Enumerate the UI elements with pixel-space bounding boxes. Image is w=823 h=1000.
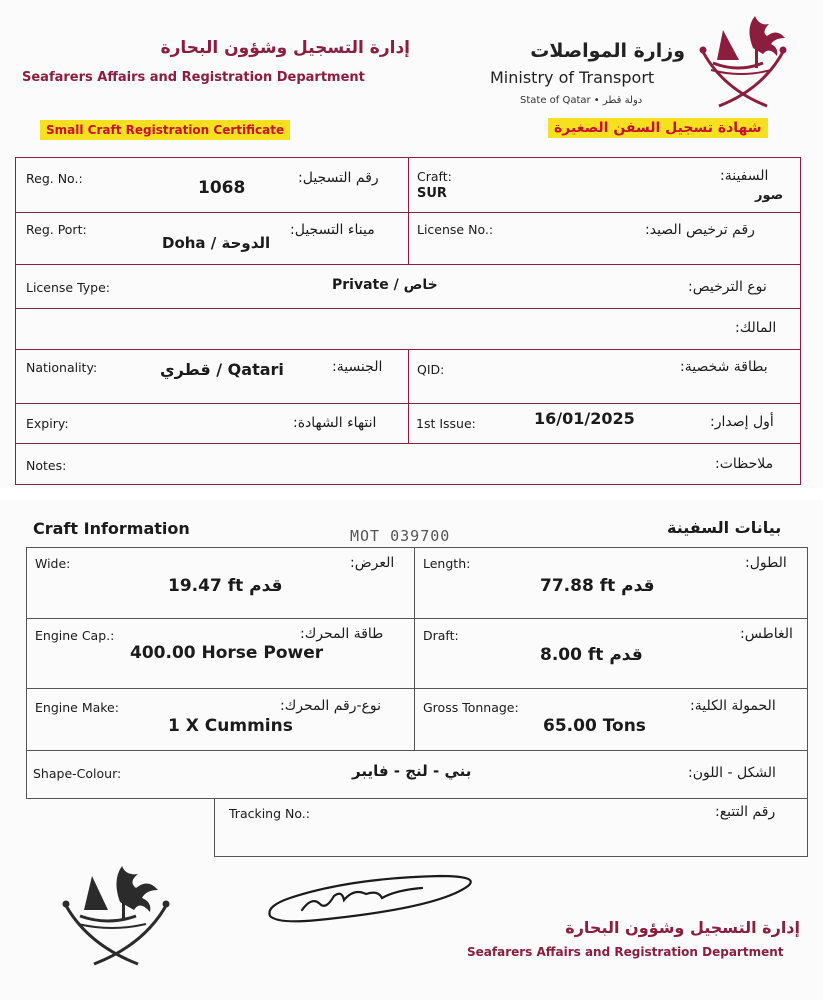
reg-no-value: 1068: [198, 178, 246, 198]
qatar-emblem-icon: [693, 8, 793, 108]
draft-value: 8.00 ft قدم: [540, 645, 643, 665]
certificate-title-en: Small Craft Registration Certificate: [40, 120, 290, 140]
engine-cap-label-ar: طاقة المحرك:: [300, 626, 384, 642]
reg-no-label-ar: رقم التسجيل:: [298, 170, 379, 186]
wide-value: 19.47 ft قدم: [168, 576, 283, 596]
craft-value-en: SUR: [417, 186, 447, 201]
gross-tonnage-value: 65.00 Tons: [543, 716, 646, 736]
license-type-label: License Type:: [26, 280, 111, 295]
gross-tonnage-label: Gross Tonnage:: [423, 700, 519, 715]
footer-dept-ar: إدارة التسجيل وشؤون البحارة: [565, 918, 800, 937]
wide-label: Wide:: [35, 556, 71, 571]
shape-colour-value: بني - لنج - فايبر: [352, 762, 472, 780]
length-label: Length:: [423, 556, 471, 571]
expiry-label: Expiry:: [26, 416, 69, 431]
first-issue-label-ar: أول إصدار:: [710, 414, 774, 430]
reg-no-label: Reg. No.:: [26, 171, 83, 186]
footer-dept-en: Seafarers Affairs and Registration Department: [467, 945, 784, 959]
expiry-label-ar: انتهاء الشهادة:: [293, 415, 377, 431]
qid-label: QID:: [417, 362, 445, 377]
reg-port-label: Reg. Port:: [26, 222, 87, 237]
license-type-label-ar: نوع الترخيص:: [688, 279, 767, 295]
draft-label: Draft:: [423, 628, 459, 643]
nationality-value: قطري / Qatari: [160, 360, 284, 379]
craft-info-card: [0, 500, 823, 1000]
length-value: 77.88 ft قدم: [540, 576, 655, 596]
gross-tonnage-label-ar: الحمولة الكلية:: [690, 698, 776, 714]
qatar-emblem-icon: [58, 858, 174, 970]
signature-icon: [262, 870, 482, 926]
qid-label-ar: بطاقة شخصية:: [680, 359, 768, 375]
shape-colour-label: Shape-Colour:: [33, 766, 122, 781]
state-label: State of Qatar • دولة قطر: [520, 95, 643, 106]
craft-info-title-ar: بيانات السفينة: [667, 518, 782, 537]
tracking-label-ar: رقم التتبع:: [715, 804, 776, 820]
dept-name-ar: إدارة التسجيل وشؤون البحارة: [160, 38, 410, 58]
ministry-name-ar: وزارة المواصلات: [530, 40, 685, 62]
first-issue-value: 16/01/2025: [534, 409, 635, 428]
engine-cap-value: 400.00 Horse Power: [130, 643, 324, 663]
engine-make-label-ar: نوع-رقم المحرك:: [280, 698, 382, 714]
tracking-label: Tracking No.:: [229, 806, 310, 821]
nationality-label-ar: الجنسية:: [332, 359, 383, 375]
serial-number: MOT 039700: [350, 527, 451, 545]
length-label-ar: الطول:: [745, 555, 787, 571]
engine-cap-label: Engine Cap.:: [35, 628, 115, 643]
notes-label-ar: ملاحظات:: [715, 456, 774, 472]
craft-label: Craft:: [417, 169, 452, 184]
ministry-name-en: Ministry of Transport: [490, 68, 655, 87]
wide-label-ar: العرض:: [350, 555, 395, 571]
reg-port-value: Doha / الدوحة: [162, 234, 271, 252]
craft-value-ar: صور: [755, 188, 784, 203]
license-type-value: Private / خاص: [332, 277, 438, 293]
craft-label-ar: السفينة:: [720, 168, 769, 184]
shape-colour-label-ar: الشكل - اللون:: [688, 765, 776, 781]
craft-info-title: Craft Information: [33, 519, 190, 538]
license-no-label-ar: رقم ترخيص الصيد:: [645, 222, 755, 238]
owner-label-ar: المالك:: [735, 320, 777, 336]
registration-card: [0, 0, 823, 488]
draft-label-ar: الغاطس:: [740, 626, 793, 642]
reg-port-label-ar: ميناء التسجيل:: [290, 222, 375, 238]
engine-make-value: 1 X Cummins: [168, 716, 293, 736]
certificate-title-ar: شهادة تسجيل السفن الصغيرة: [548, 118, 768, 138]
dept-name-en: Seafarers Affairs and Registration Department: [22, 70, 365, 85]
nationality-label: Nationality:: [26, 360, 98, 375]
engine-make-label: Engine Make:: [35, 700, 119, 715]
license-no-label: License No.:: [417, 222, 494, 237]
notes-label: Notes:: [26, 458, 67, 473]
first-issue-label: 1st Issue:: [416, 416, 476, 431]
